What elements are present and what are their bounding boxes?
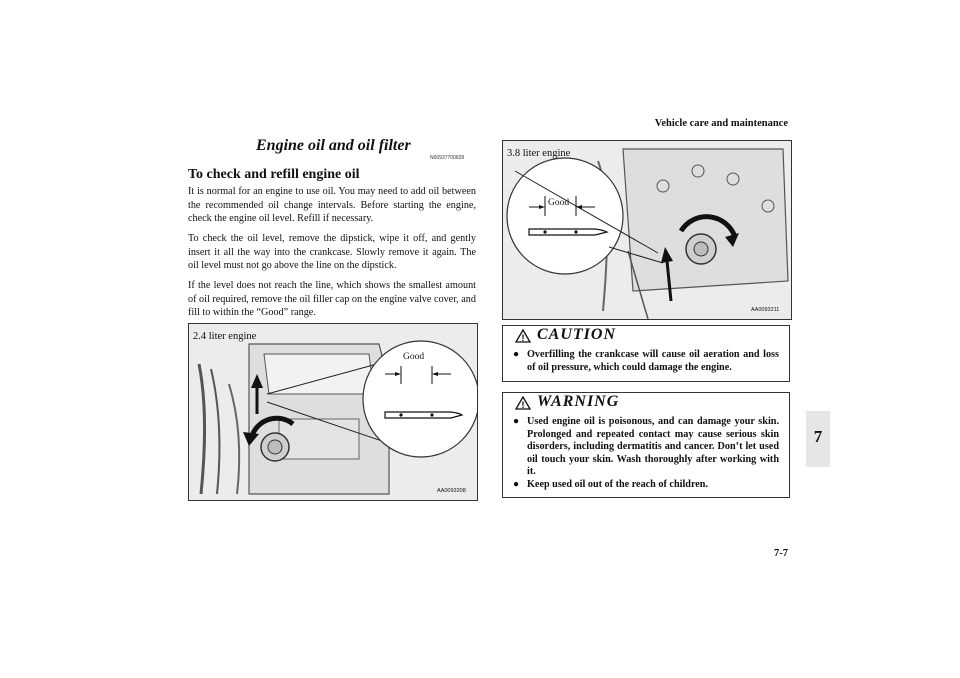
warning-item <box>513 479 779 492</box>
figure-code: AA0093208 <box>437 488 466 494</box>
paragraph-3: If the level does not reach the line, which shows the smallest amount of oil required, remove the oil filler cap on the engine valve cover, and fill to within the “Good” range. <box>188 280 476 318</box>
chapter-tab <box>806 411 830 467</box>
caution-header <box>503 326 789 344</box>
running-header: Vehicle care and maintenance <box>654 118 788 129</box>
warning-box <box>502 392 790 498</box>
section-code: N00937700828 <box>430 155 465 161</box>
figure-2-4-liter-engine <box>188 323 478 501</box>
caution-item-text: Overfilling the crankcase will cause oil aeration and loss of oil pressure, which could damage the engine. <box>527 349 779 373</box>
bullet-icon: ● <box>513 478 520 490</box>
subsection-title: To check and refill engine oil <box>188 167 360 182</box>
figure-label: 3.8 liter engine <box>507 148 571 159</box>
warning-title: WARNING <box>537 393 620 410</box>
engine-illustration-2-4 <box>189 324 477 500</box>
warning-list <box>513 416 779 492</box>
page-number: 7-7 <box>774 548 788 559</box>
figure-label: 2.4 liter engine <box>193 331 257 342</box>
warning-header <box>503 393 789 411</box>
bullet-icon: ● <box>513 416 520 427</box>
warning-item-text: Used engine oil is poisonous, and can damage your skin. Prolonged and repeated contact may cause serious skin disorders, including dermatitis and cancer. Don’t let used oil touch your skin. Wash thoroughly after working with it. <box>527 416 779 478</box>
figure-code: AA0093211 <box>751 307 780 313</box>
good-label: Good <box>403 352 425 362</box>
svg-text:!: ! <box>521 333 525 343</box>
svg-text:!: ! <box>521 400 525 410</box>
paragraph-1: It is normal for an engine to use oil. You may need to add oil between the recommended oil change intervals. Before starting the engine, check the engine oil level. Refill if necessary. <box>188 186 476 224</box>
engine-illustration-3-8 <box>503 141 791 319</box>
warning-triangle-icon <box>515 329 531 343</box>
warning-item-text: Keep used oil out of the reach of children. <box>527 478 709 490</box>
bullet-icon: ● <box>513 349 520 360</box>
good-label: Good <box>548 198 570 208</box>
caution-box <box>502 325 790 382</box>
warning-item <box>513 416 779 479</box>
caution-list <box>513 349 779 374</box>
section-title: Engine oil and oil filter <box>256 137 411 154</box>
chapter-tab-number: 7 <box>813 427 823 446</box>
figure-3-8-liter-engine <box>502 140 792 320</box>
caution-item <box>513 349 779 374</box>
caution-title: CAUTION <box>537 326 617 343</box>
warning-triangle-icon <box>515 396 531 410</box>
paragraph-2: To check the oil level, remove the dipstick, wipe it off, and gently insert it all the way into the crankcase. Slowly remove it again. The oil level must not go above the line on the dipstick. <box>188 233 476 271</box>
